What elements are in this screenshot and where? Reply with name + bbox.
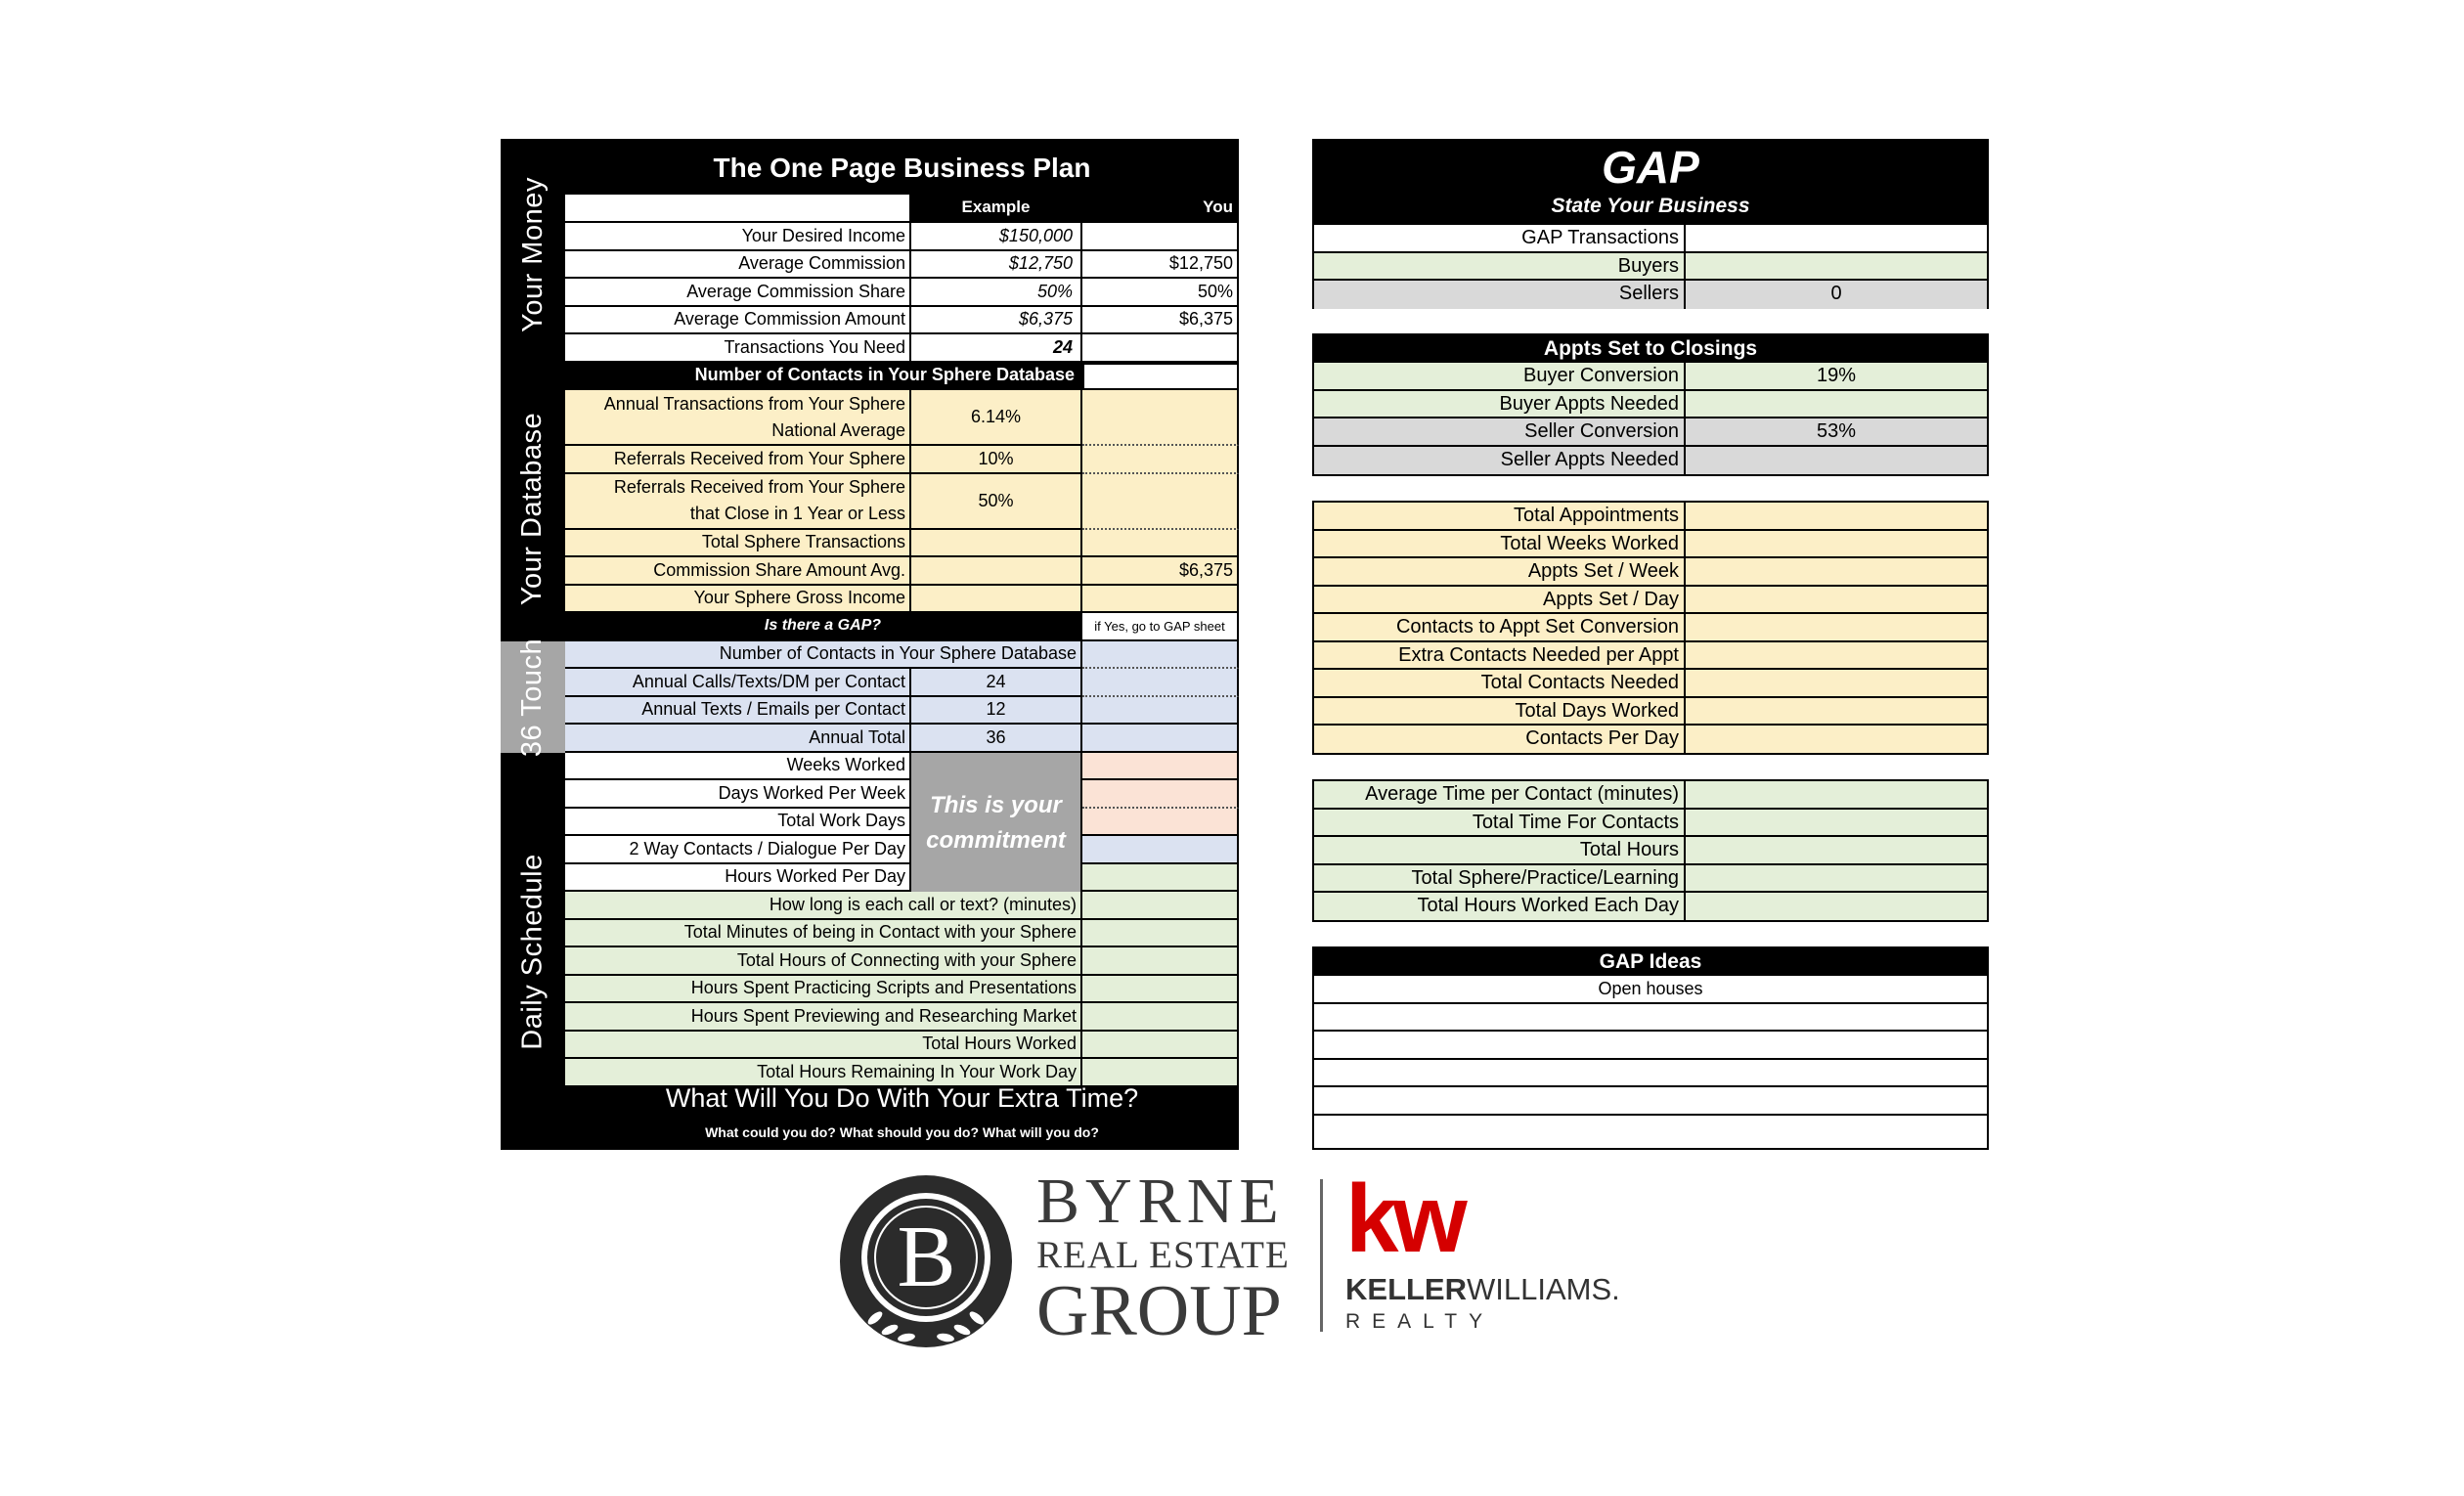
touch-you-input[interactable]	[1082, 669, 1239, 697]
money-example: $150,000	[911, 223, 1082, 251]
schedule-input[interactable]	[1082, 920, 1239, 948]
database-you-input[interactable]	[1082, 390, 1239, 446]
totals-value-input[interactable]	[1686, 614, 1987, 640]
gap-idea-row[interactable]	[1314, 1087, 1987, 1116]
header-blank-cell	[565, 195, 911, 223]
kw-name: KELLERWILLIAMS.	[1345, 1272, 1620, 1306]
database-label: Commission Share Amount Avg.	[565, 557, 911, 586]
time-box	[1312, 779, 1989, 922]
gap-idea-row[interactable]	[1314, 1116, 1987, 1145]
appts-row: Buyer Conversion 19%	[1314, 363, 1987, 391]
appts-value-input[interactable]	[1686, 391, 1987, 418]
database-you-input[interactable]	[1082, 446, 1239, 474]
totals-label: Appts Set / Week	[1314, 558, 1686, 585]
totals-label: Total Appointments	[1314, 503, 1686, 529]
touch-example: 36	[911, 725, 1082, 753]
totals-box	[1312, 501, 1989, 755]
touch-you-input[interactable]	[1082, 725, 1239, 753]
database-example	[911, 530, 1082, 558]
money-you-input[interactable]: $6,375	[1082, 307, 1239, 335]
appts-row: Buyer Appts Needed	[1314, 391, 1987, 419]
money-label: Transactions You Need	[565, 334, 911, 363]
touch-you-input[interactable]	[1082, 697, 1239, 726]
database-you-input[interactable]	[1082, 530, 1239, 558]
gap-value-input[interactable]	[1686, 225, 1987, 251]
money-you-input[interactable]	[1082, 334, 1239, 363]
schedule-label: Total Minutes of being in Contact with your Sphere	[565, 920, 1082, 948]
appts-value-input[interactable]: 19%	[1816, 365, 1857, 386]
schedule-input-contacts[interactable]	[1082, 836, 1239, 864]
time-label: Total Hours	[1314, 837, 1686, 863]
column-header-example: Example	[911, 195, 1082, 223]
schedule-label: Total Work Days	[565, 809, 911, 837]
gap-row: GAP Transactions	[1314, 225, 1987, 253]
totals-value-input[interactable]	[1686, 698, 1987, 725]
appts-value-input[interactable]: 53%	[1816, 420, 1857, 442]
side-label-your-money: Your Money	[516, 176, 549, 332]
time-label: Total Sphere/Practice/Learning	[1314, 865, 1686, 892]
kw-realty: REALTY	[1345, 1310, 1495, 1333]
money-example: 50%	[911, 279, 1082, 307]
database-example: 50%	[911, 474, 1082, 530]
database-you-input[interactable]	[1082, 586, 1239, 614]
schedule-input[interactable]	[1082, 892, 1239, 920]
appts-row: Seller Conversion 53%	[1314, 418, 1987, 447]
money-you-input[interactable]	[1082, 223, 1239, 251]
side-label-daily-schedule: Daily Schedule	[516, 853, 549, 1050]
database-label: Your Sphere Gross Income	[565, 586, 911, 614]
totals-label: Appts Set / Day	[1314, 587, 1686, 613]
kw-mark-icon: kw	[1345, 1165, 1462, 1272]
schedule-label: Total Hours Worked	[565, 1032, 1082, 1060]
gap-header	[1314, 141, 1987, 225]
schedule-label: Total Hours Remaining In Your Work Day	[565, 1059, 1082, 1087]
extra-time-title: What Will You Do With Your Extra Time?	[665, 1083, 1139, 1113]
gap-row: Buyers	[1314, 253, 1987, 282]
time-value-input[interactable]	[1686, 865, 1987, 892]
database-example: 10%	[911, 446, 1082, 474]
gap-note: if Yes, go to GAP sheet	[1082, 613, 1239, 641]
gap-ideas-title: GAP Ideas	[1314, 948, 1987, 976]
gap-row: Sellers 0	[1314, 281, 1987, 309]
contacts-count-input[interactable]	[1082, 363, 1239, 391]
database-label: Referrals Received from Your Sphere	[565, 446, 911, 474]
schedule-label: How long is each call or text? (minutes)	[565, 892, 1082, 920]
contacts-header: Number of Contacts in Your Sphere Database	[565, 363, 1082, 391]
database-example: 6.14%	[911, 390, 1082, 446]
time-value-input[interactable]	[1686, 837, 1987, 863]
time-value-input[interactable]	[1686, 810, 1987, 836]
money-example: 24	[911, 334, 1082, 363]
totals-label: Extra Contacts Needed per Appt	[1314, 642, 1686, 669]
schedule-label: Total Hours of Connecting with your Sphere	[565, 947, 1082, 976]
database-you-input[interactable]	[1082, 474, 1239, 530]
schedule-label: Hours Spent Practicing Scripts and Presentations	[565, 976, 1082, 1004]
gap-idea-row[interactable]	[1314, 1004, 1987, 1033]
database-label: Annual Transactions from Your Sphere National Average	[565, 390, 911, 446]
gap-title: GAP	[1602, 142, 1699, 193]
schedule-input[interactable]	[1082, 947, 1239, 976]
side-label-36-touch: 36 Touch	[501, 641, 565, 753]
schedule-label: Hours Spent Previewing and Researching Market	[565, 1003, 1082, 1032]
gap-idea-row[interactable]	[1314, 1060, 1987, 1088]
totals-label: Total Contacts Needed	[1314, 670, 1686, 696]
appts-title: Appts Set to Closings	[1314, 335, 1987, 363]
totals-label: Total Weeks Worked	[1314, 531, 1686, 557]
schedule-input-hours[interactable]	[1082, 864, 1239, 893]
totals-value-input[interactable]	[1686, 558, 1987, 585]
schedule-input[interactable]	[1082, 1003, 1239, 1032]
logo-divider	[1320, 1179, 1323, 1332]
totals-value-input[interactable]	[1686, 642, 1987, 669]
money-example: $6,375	[911, 307, 1082, 335]
money-label: Your Desired Income	[565, 223, 911, 251]
touch-example: 12	[911, 697, 1082, 726]
gap-state-business-box	[1312, 139, 1989, 309]
money-label: Average Commission	[565, 251, 911, 280]
gap-ideas-box	[1312, 946, 1989, 1150]
database-label: Referrals Received from Your Sphere that Close in 1 Year or Less	[565, 474, 911, 530]
gap-idea-row[interactable]	[1314, 1032, 1987, 1060]
extra-time-subtitle: What could you do? What should you do? What will you do?	[705, 1124, 1099, 1140]
gap-idea-row[interactable]: Open houses	[1314, 976, 1987, 1004]
schedule-input-weeks[interactable]	[1082, 753, 1239, 781]
appts-value-input[interactable]	[1686, 447, 1987, 475]
touch-example: 24	[911, 669, 1082, 697]
database-example	[911, 557, 1082, 586]
time-label: Average Time per Contact (minutes)	[1314, 781, 1686, 808]
gap-value-input[interactable]	[1686, 253, 1987, 280]
touch-you-input[interactable]	[1082, 641, 1239, 670]
schedule-label: Hours Worked Per Day	[565, 864, 911, 893]
totals-label: Contacts Per Day	[1314, 726, 1686, 754]
byrne-wordmark: BYRNE REAL ESTATE GROUP	[1036, 1166, 1290, 1351]
schedule-input-days[interactable]	[1082, 780, 1239, 809]
money-label: Average Commission Amount	[565, 307, 911, 335]
keller-williams-logo	[1345, 1165, 1639, 1338]
time-label: Total Time For Contacts	[1314, 810, 1686, 836]
gap-value-input[interactable]: 0	[1830, 283, 1842, 304]
schedule-label: Days Worked Per Week	[565, 780, 911, 809]
totals-value-input[interactable]	[1686, 726, 1987, 754]
plan-title: The One Page Business Plan	[713, 153, 1091, 183]
totals-value-input[interactable]	[1686, 670, 1987, 696]
schedule-label: Weeks Worked	[565, 753, 911, 781]
touch-label: Annual Total	[565, 725, 911, 753]
column-header-you: You	[1082, 195, 1239, 223]
database-you-input[interactable]: $6,375	[1082, 557, 1239, 586]
database-example	[911, 586, 1082, 614]
gap-question: Is there a GAP?	[565, 613, 1082, 641]
money-you-input[interactable]: $12,750	[1082, 251, 1239, 280]
totals-value-input[interactable]	[1686, 587, 1987, 613]
totals-value-input[interactable]	[1686, 531, 1987, 557]
touch-label: Annual Texts / Emails per Contact	[565, 697, 911, 726]
money-you-input[interactable]: 50%	[1082, 279, 1239, 307]
time-value-input[interactable]	[1686, 781, 1987, 808]
money-example: $12,750	[911, 251, 1082, 280]
schedule-input[interactable]	[1082, 976, 1239, 1004]
schedule-label: 2 Way Contacts / Dialogue Per Day	[565, 836, 911, 864]
schedule-input[interactable]	[1082, 1032, 1239, 1060]
appts-row: Seller Appts Needed	[1314, 447, 1987, 475]
commitment-box: This is your commitment	[911, 753, 1082, 893]
gap-subtitle: State Your Business	[1551, 195, 1750, 217]
schedule-input-workdays[interactable]	[1082, 809, 1239, 837]
byrne-emblem-logo	[836, 1171, 1017, 1352]
side-label-your-database: Your Database	[516, 412, 549, 605]
totals-label: Total Days Worked	[1314, 698, 1686, 725]
byrne-emblem-letter: B	[897, 1209, 956, 1305]
money-label: Average Commission Share	[565, 279, 911, 307]
totals-label: Contacts to Appt Set Conversion	[1314, 614, 1686, 640]
totals-value-input[interactable]	[1686, 503, 1987, 529]
touch-label: Annual Calls/Texts/DM per Contact	[565, 669, 911, 697]
appts-box	[1312, 333, 1989, 476]
time-value-input[interactable]	[1686, 893, 1987, 921]
database-label: Total Sphere Transactions	[565, 530, 911, 558]
touch-label: Number of Contacts in Your Sphere Database	[565, 641, 1082, 670]
time-label: Total Hours Worked Each Day	[1314, 893, 1686, 921]
